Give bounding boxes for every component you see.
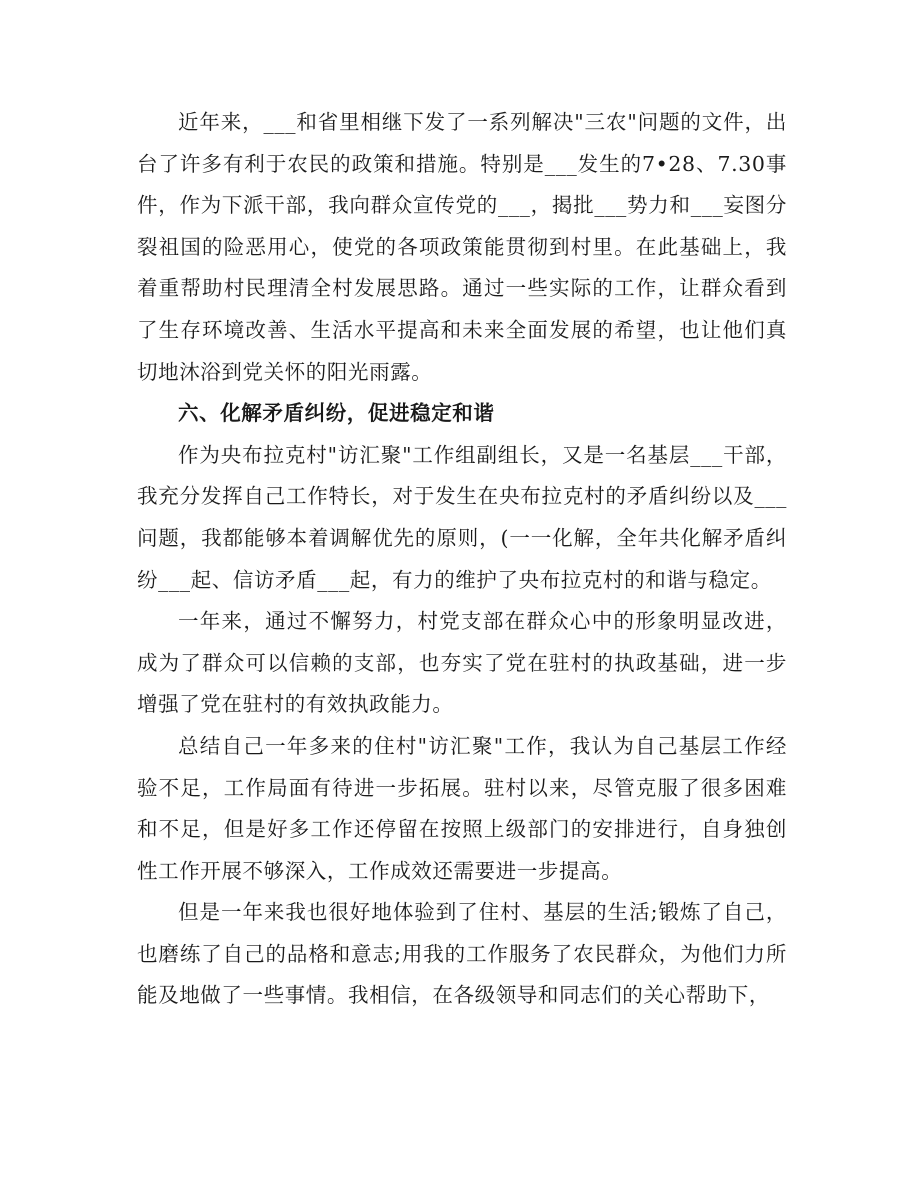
section-heading: 六、化解矛盾纠纷，促进稳定和谐 xyxy=(178,401,495,426)
paragraph: 近年来，___和省里相继下发了一系列解决"三农"问题的文件，出台了许多有利于农民的政策和措施。特别是___发生的7•28、7.30事件，作为下派干部，我向群众宣传党的___，揭批___势力和___妄图分裂祖国的险恶用心，使党的各项政策能贯彻到村里。在此基础上，我着重帮助村民理清全村发展思路。通过一些实际的工作，让群众看到了生存环境改善、生活水平提高和未来全面发展的希望，也让他们真切地沐浴到党关怀的阳光雨露。 xyxy=(137,110,787,384)
paragraph: 一年来，通过不懈努力，村党支部在群众心中的形象明显改进，成为了群众可以信赖的支部，也夯实了党在驻村的执政基础，进一步增强了党在驻村的有效执政能力。 xyxy=(137,609,787,717)
paragraph: 作为央布拉克村"访汇聚"工作组副组长，又是一名基层___干部，我充分发挥自己工作特长，对于发生在央布拉克村的矛盾纠纷以及___问题，我都能够本着调解优先的原则，(一一化解，全年共化解矛盾纠纷___起、信访矛盾___起，有力的维护了央布拉克村的和谐与稳定。 xyxy=(137,442,787,592)
paragraph: 总结自己一年多来的住村"访汇聚"工作，我认为自己基层工作经验不足，工作局面有待进一步拓展。驻村以来，尽管克服了很多困难和不足，但是好多工作还停留在按照上级部门的安排进行，自身独创性工作开展不够深入，工作成效还需要进一步提高。 xyxy=(137,733,787,883)
document-body xyxy=(137,102,787,1017)
paragraph: 但是一年来我也很好地体验到了住村、基层的生活;锻炼了自己，也磨练了自己的品格和意志;用我的工作服务了农民群众，为他们力所能及地做了一些事情。我相信，在各级领导和同志们的关心帮助下， xyxy=(137,900,787,1008)
